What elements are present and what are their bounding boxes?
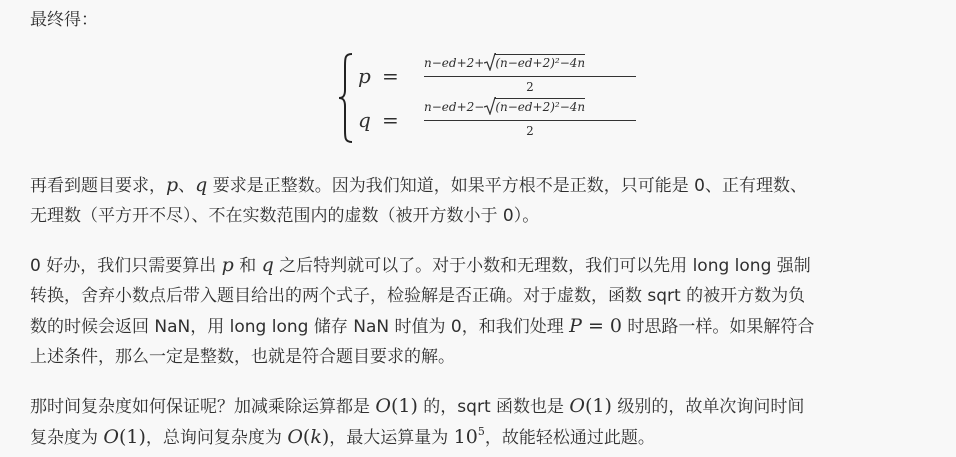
fraction-q xyxy=(424,98,638,142)
math-q: q xyxy=(261,254,274,276)
equals-sign: = xyxy=(382,108,399,132)
fraction-line xyxy=(424,76,636,77)
sqrt-icon xyxy=(484,53,496,71)
text: 再看到题目要求， xyxy=(30,176,166,196)
math-O: O xyxy=(569,395,585,417)
math-pow-base: 10 xyxy=(453,426,478,448)
text: 、 xyxy=(178,176,196,196)
paragraph-requirements xyxy=(30,170,940,231)
text: ，总询问复杂度为 xyxy=(145,428,288,448)
numerator-prefix-q: n−ed+2− xyxy=(424,100,485,114)
denominator-q: 2 xyxy=(526,124,534,138)
math-p: p xyxy=(221,254,234,276)
equation-p xyxy=(358,54,638,98)
denominator-p: 2 xyxy=(526,80,534,94)
text: 上述条件，那么一定是整数，也就是符合题目要求的解。 xyxy=(30,347,455,367)
radicand-q: (n−ed+2)²−4n xyxy=(495,100,586,114)
numerator-p xyxy=(424,56,585,70)
fraction-p xyxy=(424,54,638,98)
math-k: k xyxy=(310,426,322,448)
math-O: O xyxy=(287,426,303,448)
text: 0 好办，我们只需要算出 xyxy=(30,256,222,276)
text: 无理数（平方开不尽）、不在实数范围内的虚数（被开方数小于 0）。 xyxy=(30,206,540,226)
text: 时思路一样。如果解符合 xyxy=(622,317,815,337)
text: 和 xyxy=(233,256,262,276)
math-q: q xyxy=(195,174,208,196)
text: 复杂度为 xyxy=(30,428,104,448)
math-O: O xyxy=(375,395,391,417)
radicand-p: (n−ed+2)²−4n xyxy=(495,56,586,70)
equation-q xyxy=(358,98,638,142)
math-arg: (1) xyxy=(390,395,418,417)
text: 那时间复杂度如何保证呢？加减乘除运算都是 xyxy=(30,397,376,417)
paragraph-handling xyxy=(30,250,940,372)
intro-text: 最终得： xyxy=(30,10,98,30)
text: 转换，舍弃小数点后带入题目给出的两个式子，检验解是否正确。对于虚数，函数 sqrt 的被开方数为负 xyxy=(30,286,806,306)
left-brace xyxy=(338,52,354,144)
text: 级别的，故单次询问时间 xyxy=(611,397,805,417)
text: 要求是正整数。因为我们知道，如果平方根不是正数，只可能是 0、正有理数、 xyxy=(207,176,807,196)
math-paren: ) xyxy=(321,426,330,448)
text: ，故能轻松通过此题。 xyxy=(484,428,655,448)
paragraph-complexity xyxy=(30,391,940,453)
sqrt-q xyxy=(484,100,585,114)
math-P: P xyxy=(569,315,582,337)
math-arg: (1) xyxy=(585,395,612,417)
text: 数的时候会返回 NaN，用 long long 储存 NaN 时值为 0，和我们处理 xyxy=(30,317,570,337)
sqrt-icon xyxy=(484,97,496,115)
variable-q: q xyxy=(358,108,371,132)
variable-p: p xyxy=(358,64,371,88)
equation-system xyxy=(338,50,638,146)
numerator-q xyxy=(424,100,585,114)
equals-sign: = xyxy=(382,64,399,88)
text: ，最大运算量为 xyxy=(329,428,454,448)
math-arg: (1) xyxy=(118,426,146,448)
math-equals-zero: = 0 xyxy=(581,315,623,337)
numerator-prefix-p: n−ed+2+ xyxy=(424,56,485,70)
math-O: O xyxy=(103,426,119,448)
sqrt-p xyxy=(484,56,585,70)
fraction-line xyxy=(424,120,636,121)
math-p: p xyxy=(166,174,179,196)
math-paren: ( xyxy=(302,426,311,448)
text: 的，sqrt 函数也是 xyxy=(417,397,570,417)
math-pow-exp: 5 xyxy=(477,425,485,438)
text: 之后特判就可以了。对于小数和无理数，我们可以先用 long long 强制 xyxy=(273,256,811,276)
